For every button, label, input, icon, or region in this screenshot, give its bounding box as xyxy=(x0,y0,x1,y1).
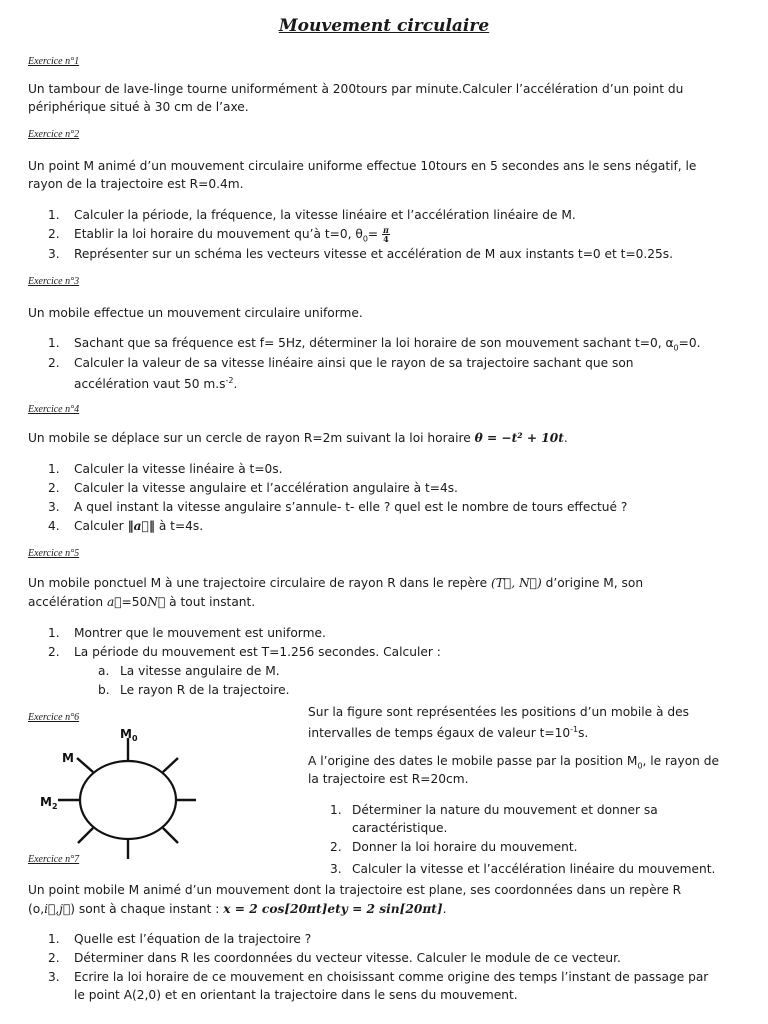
item-text: Calculer la valeur de sa vitesse linéaire ainsi que le rayon de sa trajectoire sachant que son xyxy=(74,356,634,370)
exercise-6-text-line-4: la trajectoire est R=20cm. xyxy=(308,772,469,786)
exercise-3-text-line-1: Un mobile effectue un mouvement circulaire uniforme. xyxy=(28,306,363,320)
exponent: -1 xyxy=(570,725,579,734)
label-m2-subscript: 2 xyxy=(51,802,58,811)
circular-trajectory-figure xyxy=(20,722,220,862)
intro-text: Un mobile se déplace sur un cercle de rayon R=2m suivant la loi horaire xyxy=(28,431,475,445)
exercise-7-text-line-1: Un point mobile M animé d’un mouvement dont la trajectoire est plane, ses coordonnées dans un repère R xyxy=(28,883,682,897)
item-number: 3. xyxy=(48,970,60,984)
item-text: Quelle est l’équation de la trajectoire ? xyxy=(74,932,312,946)
exercise-1-text-line-1: Un tambour de lave-linge tourne uniformément à 200tours par minute.Calculer l’accélération d’un point du xyxy=(28,82,684,96)
fraction-denominator: 4 xyxy=(383,234,389,244)
label-m0 xyxy=(120,727,138,743)
exercise-7-label: Exercice n°7 xyxy=(28,854,80,865)
item-text: le point A(2,0) et en orientant la trajectoire dans le sens du mouvement. xyxy=(74,988,518,1002)
pi-over-4-fraction xyxy=(382,226,390,243)
acceleration-vector: a⃗ xyxy=(106,595,122,609)
label-m2-letter: M xyxy=(40,795,52,809)
item-number: 4. xyxy=(48,519,60,533)
exercise-6-item-continuation xyxy=(330,819,447,837)
exercise-4-item xyxy=(48,479,458,497)
exercise-4-item xyxy=(48,517,203,535)
exercise-2-text-line-2: rayon de la trajectoire est R=0.4m. xyxy=(28,177,244,191)
exponent: -2 xyxy=(225,376,234,385)
item-text: Déterminer la nature du mouvement et donner sa xyxy=(352,803,658,817)
item-text: accélération vaut 50 m.s xyxy=(74,377,226,392)
exercise-5-label: Exercice n°5 xyxy=(28,548,80,559)
normal-vector: N⃗ xyxy=(147,595,166,609)
intro-text: ) sont à chaque instant : xyxy=(70,902,224,916)
item-text: Représenter sur un schéma les vecteurs vitesse et accélération de M aux instants t=0 et t=0.25s. xyxy=(74,247,674,261)
item-text: Calculer la vitesse angulaire et l’accélération angulaire à t=4s. xyxy=(74,481,458,495)
item-text: Etablir la loi horaire du mouvement qu’à t=0, θ xyxy=(74,227,363,241)
exercise-6-text-line-2 xyxy=(308,721,588,742)
exercise-6-text-line-1: Sur la figure sont représentées les positions d’un mobile à des xyxy=(308,705,689,719)
subitem-letter: b. xyxy=(98,683,110,697)
item-number: 3. xyxy=(330,862,342,876)
exercise-6-label: Exercice n°6 xyxy=(28,712,80,723)
item-text: Donner la loi horaire du mouvement. xyxy=(352,840,578,854)
exercise-3-label: Exercice n°3 xyxy=(28,276,80,287)
exercise-1-label: Exercice n°1 xyxy=(28,56,80,67)
item-number: 2. xyxy=(48,356,60,370)
exercise-7-item xyxy=(48,949,621,967)
position-tick xyxy=(163,758,178,772)
item-number: 2. xyxy=(48,645,60,659)
intro-text: accélération xyxy=(28,595,107,609)
exercise-7-text-line-2 xyxy=(28,900,447,918)
item-text: =0. xyxy=(678,336,701,350)
exercise-5-item xyxy=(48,624,326,642)
coordinates-formula: x = 2 cos[20πt]ety = 2 sin[20πt] xyxy=(223,902,443,916)
subscript: 0 xyxy=(637,761,643,771)
exercise-6-item xyxy=(330,838,578,856)
item-text: A quel instant la vitesse angulaire s’annule- t- elle ? quel est le nombre de tours effectué ? xyxy=(74,500,628,514)
exercise-7-item xyxy=(48,968,708,986)
exercise-5-item xyxy=(48,643,441,661)
intro-text: =50 xyxy=(121,595,148,609)
label-m: M xyxy=(62,751,74,765)
exercise-6-item xyxy=(330,801,658,819)
exercise-5-text-line-2 xyxy=(28,593,255,611)
item-number: 1. xyxy=(48,208,60,222)
exercise-3-item xyxy=(48,354,634,372)
item-text: Sachant que sa fréquence est f= 5Hz, déterminer la loi horaire de son mouvement sachant t=0, α xyxy=(74,336,674,350)
item-number: 1. xyxy=(48,626,60,640)
intro-text: , le rayon de xyxy=(642,754,720,768)
item-number: 2. xyxy=(330,840,342,854)
item-number: 2. xyxy=(48,481,60,495)
item-text: Ecrire la loi horaire de ce mouvement en choisissant comme origine des temps l’instant de passage par xyxy=(74,970,709,984)
exercise-5-text-line-1 xyxy=(28,574,643,592)
position-tick xyxy=(78,828,93,843)
intro-text: à tout instant. xyxy=(165,595,256,609)
frame-formula: (T⃗, N⃗) xyxy=(491,576,542,590)
intro-text: . xyxy=(563,431,568,445)
item-number: 1. xyxy=(330,803,342,817)
intro-text: s. xyxy=(578,726,589,741)
position-tick xyxy=(163,828,178,843)
alpha-subscript: 0 xyxy=(673,343,679,353)
item-text: . xyxy=(233,377,238,392)
intro-text: A l’origine des dates le mobile passe par la position M xyxy=(308,754,638,768)
intro-text: d’origine M, son xyxy=(541,576,644,590)
item-text: Calculer la vitesse et l’accélération linéaire du mouvement. xyxy=(352,862,716,876)
exercise-2-text-line-1: Un point M animé d’un mouvement circulaire uniforme effectue 10tours en 5 secondes ans le sens négatif, le xyxy=(28,159,697,173)
exercise-5-subitem xyxy=(98,662,280,680)
item-text: à t=4s. xyxy=(154,519,204,533)
item-text: caractéristique. xyxy=(352,821,448,835)
subitem-text: Le rayon R de la trajectoire. xyxy=(120,683,290,697)
exercise-2-label: Exercice n°2 xyxy=(28,129,80,140)
item-number: 2. xyxy=(48,951,60,965)
exercise-4-item xyxy=(48,460,283,478)
intro-text: intervalles de temps égaux de valeur t=10 xyxy=(308,726,571,741)
exercise-1-text-line-2: périphérique situé à 30 cm de l’axe. xyxy=(28,100,249,114)
fraction-numerator: π xyxy=(383,225,389,235)
exercise-4-label: Exercice n°4 xyxy=(28,404,80,415)
page-title: Mouvement circulaire xyxy=(278,16,490,36)
acceleration-norm-formula: ‖a⃗‖ xyxy=(127,519,155,533)
exercise-4-item xyxy=(48,498,627,516)
theta-subscript: 0 xyxy=(362,234,368,244)
label-m2 xyxy=(40,795,58,811)
intro-text: Un mobile ponctuel M à une trajectoire circulaire de rayon R dans le repère xyxy=(28,576,492,590)
item-number: 2. xyxy=(48,227,60,241)
item-text: = xyxy=(367,227,382,241)
exercise-4-text-line-1 xyxy=(28,429,568,447)
item-number: 3. xyxy=(48,247,60,261)
intro-text: . xyxy=(442,902,447,916)
basis-vectors: i⃗,j⃗ xyxy=(44,902,71,916)
exercise-2-item xyxy=(48,245,673,263)
item-text: Calculer la vitesse linéaire à t=0s. xyxy=(74,462,283,476)
exercise-3-item-continuation xyxy=(48,372,237,393)
exercise-7-item xyxy=(48,930,311,948)
item-number: 1. xyxy=(48,336,60,350)
item-number: 1. xyxy=(48,462,60,476)
subitem-text: La vitesse angulaire de M. xyxy=(120,664,280,678)
exercise-7-item-continuation xyxy=(48,986,518,1004)
intro-text: (o, xyxy=(28,902,45,916)
item-text: Calculer la période, la fréquence, la vitesse linéaire et l’accélération linéaire de M. xyxy=(74,208,576,222)
exercise-2-item xyxy=(48,206,576,224)
label-m0-subscript: 0 xyxy=(131,734,138,743)
item-text: La période du mouvement est T=1.256 secondes. Calculer : xyxy=(74,645,441,659)
label-m0-letter: M xyxy=(120,727,132,741)
item-text: Montrer que le mouvement est uniforme. xyxy=(74,626,326,640)
position-tick xyxy=(77,758,93,772)
exercise-6-item xyxy=(330,860,715,878)
hourly-law-formula: θ = −t² + 10t xyxy=(474,431,564,445)
item-text: Calculer xyxy=(74,519,128,533)
exercise-5-subitem xyxy=(98,681,289,699)
item-text: Déterminer dans R les coordonnées du vecteur vitesse. Calculer le module de ce vecteur. xyxy=(74,951,621,965)
item-number: 3. xyxy=(48,500,60,514)
trajectory-circle xyxy=(80,761,176,839)
subitem-letter: a. xyxy=(98,664,110,678)
item-number: 1. xyxy=(48,932,60,946)
